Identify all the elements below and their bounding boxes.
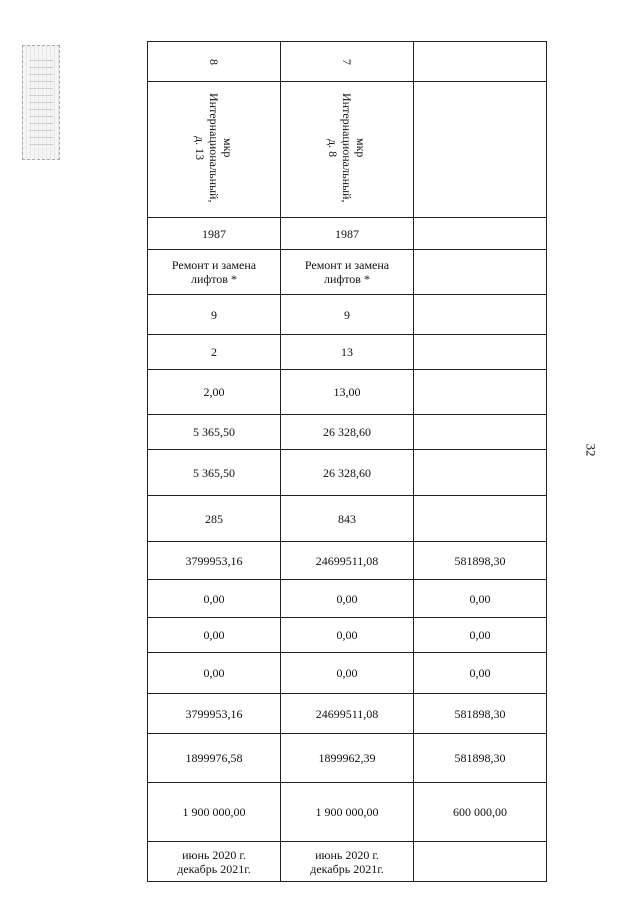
row-period: [148, 842, 547, 882]
row-index: [148, 42, 547, 82]
cell-period: [148, 842, 281, 882]
table-row: [148, 415, 547, 450]
table-cell: 24699511,08: [281, 694, 414, 734]
table-cell: [414, 370, 547, 415]
table-cell: 24699511,08: [281, 542, 414, 580]
table-cell: 0,00: [414, 580, 547, 618]
table-cell: 3799953,16: [148, 542, 281, 580]
table-cell: 5 365,50: [148, 450, 281, 496]
row-work-type: [148, 250, 547, 295]
table-cell: 0,00: [148, 580, 281, 618]
period-start: июнь 2020 г.: [182, 847, 246, 862]
table-cell: 5 365,50: [148, 415, 281, 450]
table-cell: 13: [281, 335, 414, 370]
table-cell: 26 328,60: [281, 415, 414, 450]
period-end: декабрь 2021г.: [177, 861, 251, 876]
table-row: [148, 653, 547, 694]
table-cell: 0,00: [148, 653, 281, 694]
period-end: декабрь 2021г.: [310, 861, 384, 876]
table-cell: 3799953,16: [148, 694, 281, 734]
cell-index: [281, 42, 414, 82]
cell-year: [414, 218, 547, 250]
table-cell: 1899976,58: [148, 734, 281, 783]
address-text: мкр Интернациональный, д. 13: [193, 93, 235, 203]
table-row: [148, 450, 547, 496]
table-cell: 13,00: [281, 370, 414, 415]
cell-work-type: [414, 250, 547, 295]
table-row: [148, 694, 547, 734]
table-cell: 1899962,39: [281, 734, 414, 783]
cell-year: 1987: [281, 218, 414, 250]
capital-repair-table: [147, 41, 547, 882]
table-cell: 285: [148, 496, 281, 542]
table-cell: 1 900 000,00: [148, 783, 281, 842]
table-cell: 0,00: [414, 653, 547, 694]
table-row: [148, 335, 547, 370]
table-cell: 600 000,00: [414, 783, 547, 842]
table-cell: 0,00: [281, 653, 414, 694]
cell-address: [281, 82, 414, 218]
index-label: 7: [340, 58, 354, 65]
cell-period: [281, 842, 414, 882]
table-cell: 0,00: [281, 618, 414, 653]
cell-address: [414, 82, 547, 218]
table-cell: [414, 496, 547, 542]
table-cell: 1 900 000,00: [281, 783, 414, 842]
period-start: июнь 2020 г.: [315, 847, 379, 862]
table-cell: [414, 450, 547, 496]
table-cell: 581898,30: [414, 694, 547, 734]
table-cell: 26 328,60: [281, 450, 414, 496]
cell-index: [414, 42, 547, 82]
page-number: 32: [583, 443, 599, 457]
table-row: [148, 580, 547, 618]
cell-period: [414, 842, 547, 882]
table-cell: 9: [281, 295, 414, 335]
table-cell: 2,00: [148, 370, 281, 415]
table-cell: 843: [281, 496, 414, 542]
table-cell: 0,00: [148, 618, 281, 653]
approval-stamp: [22, 45, 60, 160]
row-address: [148, 82, 547, 218]
table-cell: 2: [148, 335, 281, 370]
table-row: [148, 496, 547, 542]
table-row: [148, 370, 547, 415]
table-row: [148, 295, 547, 335]
table-cell: 581898,30: [414, 734, 547, 783]
table-cell: 581898,30: [414, 542, 547, 580]
table-row: [148, 542, 547, 580]
table-cell: [414, 335, 547, 370]
cell-index: [148, 42, 281, 82]
index-label: 8: [207, 58, 221, 65]
table-row: [148, 783, 547, 842]
table-cell: [414, 415, 547, 450]
address-text: мкр Интернациональный, д. 8: [326, 93, 368, 203]
cell-work-type: Ремонт и замена лифтов *: [148, 250, 281, 295]
table-cell: [414, 295, 547, 335]
cell-work-type: Ремонт и замена лифтов *: [281, 250, 414, 295]
table-cell: 0,00: [414, 618, 547, 653]
cell-address: [148, 82, 281, 218]
table-row: [148, 734, 547, 783]
table-cell: 9: [148, 295, 281, 335]
cell-year: 1987: [148, 218, 281, 250]
row-year: [148, 218, 547, 250]
table-cell: 0,00: [281, 580, 414, 618]
table-row: [148, 618, 547, 653]
